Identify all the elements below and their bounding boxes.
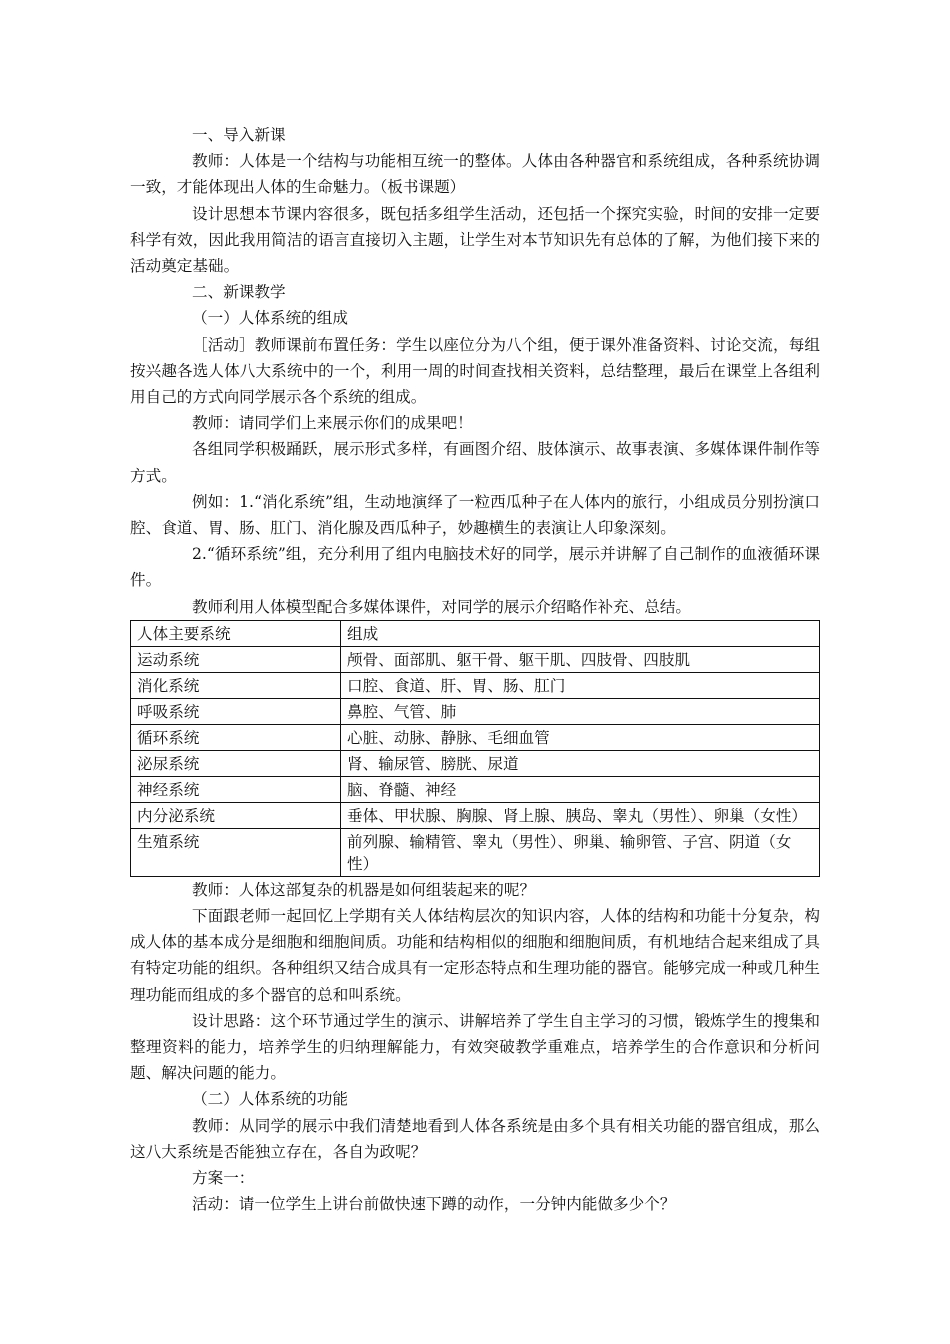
table-cell-system: 内分泌系统 xyxy=(131,802,341,828)
table-cell-system: 运动系统 xyxy=(131,646,341,672)
table-header-row xyxy=(131,620,820,646)
table-cell-composition: 脑、脊髓、神经 xyxy=(341,776,820,802)
table-cell-system: 循环系统 xyxy=(131,724,341,750)
subsection-heading-function: （二）人体系统的功能 xyxy=(192,1090,348,1109)
section-heading-intro: 一、导入新课 xyxy=(192,126,286,144)
table-cell-composition: 鼻腔、气管、肺 xyxy=(341,698,820,724)
paragraph-activity: ［活动］教师课前布置任务：学生以座位分为八个组，便于课外准备资料、讨论交流，每组按兴趣各选人体八大系统中的一个，利用一周的时间查找相关资料，总结整理，最后在课堂上各组利用自己的方式向同学展示各个系统的组成。 xyxy=(130,335,820,407)
body-systems-table xyxy=(130,620,820,877)
table-row xyxy=(131,672,820,698)
table-row xyxy=(131,750,820,776)
table-cell-system: 呼吸系统 xyxy=(131,698,341,724)
table-cell-composition: 口腔、食道、肝、胃、肠、肛门 xyxy=(341,672,820,698)
paragraph-teacher-intro: 教师：人体是一个结构与功能相互统一的整体。人体由各种器官和系统组成，各种系统协调一致，才能体现出人体的生命魅力。（板书课题） xyxy=(130,152,820,197)
table-cell-system: 消化系统 xyxy=(131,672,341,698)
table-cell-composition: 前列腺、输精管、睾丸（男性）、卵巢、输卵管、子宫、阴道（女性） xyxy=(341,828,820,876)
document-page xyxy=(130,122,820,1218)
table-header-system: 人体主要系统 xyxy=(131,620,341,646)
paragraph-teacher-invite: 教师：请同学们上来展示你们的成果吧！ xyxy=(192,414,473,433)
paragraph-question: 教师：人体这部复杂的机器是如何组装起来的呢？ xyxy=(192,880,536,899)
table-row xyxy=(131,776,820,802)
paragraph-example-digestive: 例如：1.“消化系统”组，生动地演绎了一粒西瓜种子在人体内的旅行，小组成员分别扮演口腔、食道、胃、肠、肛门、消化腺及西瓜种子，妙趣横生的表演让人印象深刻。 xyxy=(130,492,820,538)
paragraph-teacher-function: 教师：从同学的展示中我们清楚地看到人体各系统是由多个具有相关功能的器官组成，那么这八大系统是否能独立存在，各自为政呢？ xyxy=(130,1116,820,1161)
table-cell-composition: 肾、输尿管、膀胱、尿道 xyxy=(341,750,820,776)
paragraph-recall: 下面跟老师一起回忆上学期有关人体结构层次的知识内容，人体的结构和功能十分复杂，构成人体的基本成分是细胞和细胞间质。功能和结构相似的细胞和细胞间质，有机地结合起来组成了具有特定功能的组织。各种组织又结合成具有一定形态特点和生理功能的器官。能够完成一种或几种生理功能而组成的多个器官的总和叫系统。 xyxy=(130,907,820,1004)
paragraph-plan-one: 方案一： xyxy=(192,1169,255,1188)
subsection-heading-composition: （一）人体系统的组成 xyxy=(192,309,348,328)
paragraph-activity-squat: 活动：请一位学生上讲台前做快速下蹲的动作，一分钟内能做多少个？ xyxy=(192,1195,676,1214)
table-cell-system: 泌尿系统 xyxy=(131,750,341,776)
paragraph-design-thought: 设计思想本节课内容很多，既包括多组学生活动，还包括一个探究实验，时间的安排一定要科学有效，因此我用简洁的语言直接切入主题，让学生对本节知识先有总体的了解，为他们接下来的活动奠定基础。 xyxy=(130,204,820,276)
paragraph-model-summary: 教师利用人体模型配合多媒体课件，对同学的展示介绍略作补充、总结。 xyxy=(192,597,692,616)
table-cell-system: 神经系统 xyxy=(131,776,341,802)
paragraph-groups-show: 各组同学积极踊跃，展示形式多样，有画图介绍、肢体演示、故事表演、多媒体课件制作等方式。 xyxy=(130,440,820,485)
section-heading-new-lesson: 二、新课教学 xyxy=(192,283,286,302)
table-row xyxy=(131,698,820,724)
table-cell-composition: 心脏、动脉、静脉、毛细血管 xyxy=(341,724,820,750)
paragraph-design-idea: 设计思路：这个环节通过学生的演示、讲解培养了学生自主学习的习惯，锻炼学生的搜集和整理资料的能力，培养学生的归纳理解能力，有效突破教学重难点，培养学生的合作意识和分析问题、解决问题的能力。 xyxy=(130,1011,820,1083)
table-row xyxy=(131,802,820,828)
paragraph-example-circulatory: 2.“循环系统”组，充分利用了组内电脑技术好的同学，展示并讲解了自己制作的血液循环课件。 xyxy=(130,545,820,590)
table-row xyxy=(131,724,820,750)
table-cell-composition: 颅骨、面部肌、躯干骨、躯干肌、四肢骨、四肢肌 xyxy=(341,646,820,672)
table-cell-system: 生殖系统 xyxy=(131,828,341,876)
table-row xyxy=(131,828,820,876)
table-row xyxy=(131,646,820,672)
table-cell-composition: 垂体、甲状腺、胸腺、肾上腺、胰岛、睾丸（男性）、卵巢（女性） xyxy=(341,802,820,828)
table-header-composition: 组成 xyxy=(341,620,820,646)
